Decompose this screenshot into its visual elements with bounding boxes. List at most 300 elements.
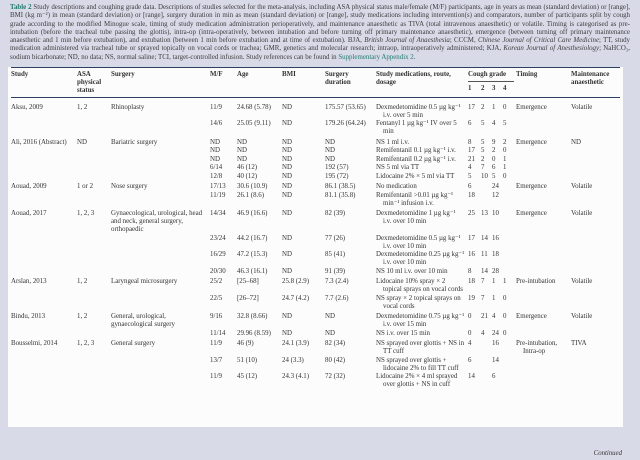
cell-asa [77, 251, 111, 252]
cell-age: 51 (10) [237, 356, 258, 364]
cell-surgery: Gynaecological, urological, head and neck, general surgery, orthopaedic [111, 210, 203, 234]
table-caption [0, 0, 640, 65]
cell-surgery [111, 295, 210, 296]
cell-cough-grade-1: 6 [468, 183, 472, 191]
cell-bmi: ND [282, 172, 292, 180]
cell-asa [77, 164, 111, 165]
cell-cough-grade-2: 2 [481, 155, 485, 163]
header-duration: Surgery duration [325, 71, 351, 87]
cell-surgery: General surgery [111, 340, 156, 348]
cell-age: 32.8 (8.66) [237, 313, 268, 321]
cell-timing [516, 330, 571, 331]
cell-cough-grade-3: 6 [492, 164, 496, 172]
table-row [11, 251, 620, 267]
cell-mf: 11/9 [210, 340, 222, 348]
cell-cough-grade-3: 1 [492, 278, 496, 286]
cell-medication: Lidocaine 2% × 4 ml sprayed over glottis + NS in cuff [376, 373, 458, 389]
cell-age: 29.96 (8.59) [237, 329, 271, 337]
cell-bmi: ND [282, 267, 292, 275]
cell-maintenance [571, 330, 618, 331]
table-row [11, 139, 620, 147]
study-table [8, 67, 623, 427]
cell-mf: 20/30 [210, 267, 226, 275]
cell-timing: Emergence [516, 313, 547, 321]
cell-timing: Emergence [516, 103, 547, 111]
cell-age: 45 (12) [237, 373, 258, 381]
continued-note: Continued [593, 450, 622, 457]
cell-duration: 82 (39) [325, 210, 346, 218]
cell-cough-grade-4 [503, 268, 516, 269]
cell-cough-grade-3: 6 [492, 373, 496, 381]
cell-duration: 7.7 (2.6) [325, 294, 349, 302]
cell-timing [516, 164, 571, 165]
cell-maintenance: Volatile [571, 210, 593, 218]
cell-duration: 85 (41) [325, 251, 346, 259]
cell-surgery [111, 147, 210, 148]
table-row [11, 210, 620, 234]
cell-surgery: General, urological, gynaecological surgery [111, 313, 175, 329]
cell-cough-grade-3: 4 [492, 120, 496, 128]
cell-bmi: ND [282, 155, 292, 163]
cell-cough-grade-1: 18 [468, 191, 475, 199]
header-bmi: BMI [282, 71, 296, 79]
cell-asa: 1, 2 [77, 103, 88, 111]
cell-bmi: 24.3 (4.1) [282, 373, 309, 381]
cell-study [11, 357, 77, 358]
table-row [11, 330, 620, 338]
caption-text: Korean Journal of Anesthesiology [503, 45, 600, 53]
cell-maintenance [571, 173, 618, 174]
cell-maintenance: Volatile [571, 278, 593, 286]
table-row [11, 147, 620, 155]
cell-asa: 1 or 2 [77, 183, 94, 191]
cell-maintenance: TIVA [571, 340, 587, 348]
cell-cough-grade-4: 1 [503, 278, 507, 286]
cell-cough-grade-4 [503, 183, 516, 184]
cell-timing [516, 120, 571, 121]
header-study: Study [11, 71, 29, 79]
cell-maintenance [571, 156, 618, 157]
cell-medication: NS 1 ml i.v. [376, 138, 410, 146]
cell-asa: ND [77, 138, 87, 146]
cell-medication: NS i.v. over 15 min [376, 329, 430, 337]
cell-cough-grade-2: 13 [481, 210, 488, 218]
table-number-label: Table 2 [10, 4, 32, 11]
table-header [11, 68, 620, 98]
cell-cough-grade-2 [481, 183, 492, 184]
cell-cough-grade-3: 2 [492, 147, 496, 155]
cell-cough-grade-3: 1 [492, 103, 496, 111]
cell-timing [516, 173, 571, 174]
cell-cough-grade-3: 10 [492, 210, 499, 218]
cell-cough-grade-1: 14 [468, 373, 475, 381]
cell-bmi: 25.8 (2.9) [282, 278, 309, 286]
cell-surgery [111, 192, 210, 193]
cell-duration: 72 (32) [325, 373, 346, 381]
cell-cough-grade-3: 16 [492, 340, 499, 348]
cell-surgery [111, 251, 210, 252]
cell-bmi: ND [282, 251, 292, 259]
cell-cough-grade-1: 5 [468, 172, 472, 180]
cell-study: Aouad, 2017 [11, 210, 47, 218]
cell-medication: NS 5 ml via TT [376, 164, 420, 172]
cell-cough-grade-2 [481, 357, 492, 358]
cell-cough-grade-2 [481, 373, 492, 374]
cell-asa [77, 330, 111, 331]
table-row [11, 357, 620, 373]
cell-timing [516, 251, 571, 252]
cell-cough-grade-1: 0 [468, 329, 472, 337]
cell-cough-grade-4: 0 [503, 103, 507, 111]
caption-text: . [413, 53, 416, 61]
cell-cough-grade-4: 0 [503, 172, 507, 180]
cell-study [11, 373, 77, 374]
cell-bmi: ND [282, 103, 292, 111]
cell-bmi: ND [282, 191, 292, 199]
caption-text: British Journal of Anaesthesia [364, 37, 450, 45]
cell-asa [77, 147, 111, 148]
cell-study: Aksu, 2009 [11, 103, 43, 111]
cell-timing: Emergence [516, 183, 547, 191]
cell-age: [26–72] [237, 294, 259, 302]
cell-study [11, 120, 77, 121]
cell-medication: Dexmedetomidine 0.5 µg kg⁻¹ i.v. over 10 min [376, 234, 461, 250]
cell-medication: Remifentanil 0.1 µg kg⁻¹ i.v. [376, 147, 456, 155]
cell-cough-grade-1: 17 [468, 234, 475, 242]
cell-cough-grade-2: 14 [481, 267, 488, 275]
cell-timing: Emergence [516, 138, 547, 146]
cell-maintenance [571, 147, 618, 148]
cell-cough-grade-1: 17 [468, 103, 475, 111]
cell-age: 40 (12) [237, 172, 258, 180]
cell-duration: 77 (26) [325, 234, 346, 242]
header-mf: M/F [210, 71, 223, 79]
cell-timing [516, 147, 571, 148]
header-timing: Timing [516, 71, 538, 79]
cell-age: ND [237, 138, 247, 146]
cell-duration: 80 (42) [325, 356, 346, 364]
cell-medication: No medication [376, 183, 417, 191]
cell-timing [516, 373, 571, 374]
cell-cough-grade-4 [503, 251, 516, 252]
header-surgery: Surgery [111, 71, 135, 79]
cell-study [11, 268, 77, 269]
cell-cough-grade-1: 4 [468, 164, 472, 172]
cell-age: ND [237, 147, 247, 155]
cell-mf: 14/6 [210, 120, 223, 128]
cell-timing: Pre-intubation [516, 278, 556, 286]
cell-mf: 23/24 [210, 234, 226, 242]
cell-age: 26.1 (8.6) [237, 191, 264, 199]
table-row [11, 295, 620, 311]
cell-cough-grade-2: 21 [481, 313, 488, 321]
cell-cough-grade-1: 21 [468, 155, 475, 163]
cell-maintenance: ND [571, 138, 581, 146]
cell-cough-grade-2: 14 [481, 234, 488, 242]
cell-cough-grade-1: 17 [468, 147, 475, 155]
cell-surgery [111, 173, 210, 174]
cell-study [11, 164, 77, 165]
cell-mf: 11/14 [210, 329, 226, 337]
cell-age: 46 (9) [237, 340, 254, 348]
cell-study: Bindu, 2013 [11, 313, 46, 321]
cell-age: 25.05 (9.11) [237, 120, 271, 128]
cell-cough-grade-4 [503, 373, 516, 374]
cell-asa [77, 120, 111, 121]
cell-study [11, 147, 77, 148]
cell-age: 24.68 (5.78) [237, 103, 271, 111]
header-grade-1: 1 [468, 84, 472, 92]
cell-timing [516, 192, 571, 193]
cell-cough-grade-1: 8 [468, 267, 472, 275]
cell-surgery [111, 164, 210, 165]
cell-asa: 1, 2 [77, 313, 88, 321]
cell-age: 46 (12) [237, 164, 258, 172]
cell-bmi: ND [282, 138, 292, 146]
cell-medication: Remifentanil 0.2 µg kg⁻¹ i.v. [376, 155, 456, 163]
cell-cough-grade-4: 2 [503, 138, 507, 146]
cell-cough-grade-2: 5 [481, 138, 485, 146]
cell-duration: ND [325, 329, 335, 337]
header-medication: Study medications, route, dosage [376, 71, 451, 87]
cell-maintenance: Volatile [571, 313, 593, 321]
cell-study: Ali, 2016 (Abstract) [11, 138, 67, 146]
cell-bmi: ND [282, 147, 292, 155]
cell-cough-grade-3: 24 [492, 183, 499, 191]
cell-cough-grade-1: 8 [468, 138, 472, 146]
cell-cough-grade-4: 0 [503, 313, 507, 321]
cell-medication: NS sprayed over glottis + NS in TT cuff [376, 340, 465, 356]
cell-age: 44.2 (16.7) [237, 234, 268, 242]
cough-grade-label: Cough grade [468, 71, 514, 82]
caption-text: ; NaHCO₃, sodium bicarbonate; ND, no data; NS, normal saline; TCI, target-controlled infusion. Study references can be found in [10, 45, 630, 61]
cell-asa: 1, 2, 3 [77, 210, 95, 218]
cell-timing [516, 235, 571, 236]
supplementary-appendix-link[interactable]: Supplementary Appendix 2 [338, 53, 414, 61]
cell-study [11, 156, 77, 157]
cell-bmi: ND [282, 164, 292, 172]
cell-duration: 86.1 (38.5) [325, 183, 356, 191]
cell-study: Arslan, 2013 [11, 278, 47, 286]
cell-cough-grade-4 [503, 235, 516, 236]
header-age: Age [237, 71, 249, 79]
cell-bmi: ND [282, 329, 292, 337]
cell-duration: 175.57 (53.65) [325, 103, 366, 111]
cell-cough-grade-3: 12 [492, 191, 499, 199]
cell-cough-grade-2: 7 [481, 294, 485, 302]
cell-maintenance [571, 251, 618, 252]
table-row [11, 373, 620, 389]
table-row [11, 104, 620, 120]
cell-cough-grade-2: 7 [481, 278, 485, 286]
cell-mf: 16/29 [210, 251, 226, 259]
cell-cough-grade-4: 0 [503, 294, 507, 302]
cell-cough-grade-2: 7 [481, 164, 485, 172]
cell-mf: 14/34 [210, 210, 226, 218]
cell-cough-grade-3: 28 [492, 267, 499, 275]
cell-surgery: Laryngeal microsurgery [111, 278, 178, 286]
cell-bmi: ND [282, 234, 292, 242]
header-grade-2: 2 [481, 84, 485, 92]
cell-maintenance: Volatile [571, 103, 593, 111]
cell-maintenance [571, 268, 618, 269]
table-row [11, 268, 620, 276]
cell-mf: 6/14 [210, 164, 223, 172]
cell-bmi: 24 (3.3) [282, 356, 304, 364]
cell-medication: NS spray × 2 topical sprays on vocal cords [376, 294, 461, 310]
cell-timing: Pre-intubation, Intra-op [516, 340, 558, 356]
caption-text: ; TT, study medication administered via tracheal tube or sprayed topically on vocal cords or trachea; GMR, genetics and molecular research; intraop, intraoperatively administered; KJA, [10, 37, 630, 53]
cell-surgery [111, 268, 210, 269]
cell-bmi: ND [282, 183, 292, 191]
cell-cough-grade-2 [481, 192, 492, 193]
cell-medication: Lidocaine 2% × 5 ml via TT [376, 172, 455, 180]
cell-cough-grade-4: 1 [503, 155, 507, 163]
table-row [11, 313, 620, 329]
table-row [11, 156, 620, 164]
cell-cough-grade-2: 2 [481, 103, 485, 111]
cell-duration: ND [325, 313, 335, 321]
table-row [11, 235, 620, 251]
cell-asa [77, 156, 111, 157]
cell-duration: 82 (34) [325, 340, 346, 348]
cell-mf: 11/9 [210, 103, 222, 111]
cell-study [11, 192, 77, 193]
cell-cough-grade-1: 4 [468, 340, 472, 348]
cell-cough-grade-3: 14 [492, 356, 499, 364]
cell-cough-grade-1: 6 [468, 120, 472, 128]
cell-age: [25–68] [237, 278, 259, 286]
cell-maintenance [571, 192, 618, 193]
cell-mf: 11/19 [210, 191, 226, 199]
table-row [11, 278, 620, 294]
cell-asa [77, 173, 111, 174]
cell-surgery [111, 357, 210, 358]
table-row [11, 164, 620, 172]
cell-age: 30.6 (10.9) [237, 183, 268, 191]
cell-cough-grade-1: 19 [468, 294, 475, 302]
cell-maintenance: Volatile [571, 183, 593, 191]
cell-maintenance [571, 357, 618, 358]
cell-mf: 9/16 [210, 313, 223, 321]
cell-cough-grade-4 [503, 210, 516, 211]
cell-asa: 1, 2, 3 [77, 340, 95, 348]
cell-cough-grade-3: 18 [492, 251, 499, 259]
cell-study [11, 330, 77, 331]
header-cough-grade [468, 71, 516, 93]
cell-mf: 17/13 [210, 183, 226, 191]
cell-asa [77, 357, 111, 358]
cell-cough-grade-4 [503, 192, 516, 193]
cell-study [11, 251, 77, 252]
cell-cough-grade-2: 5 [481, 120, 485, 128]
cell-asa [77, 268, 111, 269]
table-row [11, 192, 620, 208]
cell-asa [77, 295, 111, 296]
cell-medication: NS sprayed over glottis + lidocaine 2% to fill TT cuff [376, 356, 459, 372]
cell-cough-grade-4 [503, 357, 516, 358]
cell-study [11, 173, 77, 174]
cell-cough-grade-1: 6 [468, 356, 472, 364]
cell-cough-grade-4: 0 [503, 329, 507, 337]
cell-maintenance [571, 373, 618, 374]
cell-medication: Fentanyl 1 µg kg⁻¹ IV over 5 min [376, 120, 457, 136]
cell-surgery [111, 330, 210, 331]
cell-age: ND [237, 155, 247, 163]
cell-cough-grade-2: 5 [481, 147, 485, 155]
table-row [11, 340, 620, 356]
cough-grade-subcolumns [468, 85, 514, 93]
cell-timing [516, 357, 571, 358]
cell-mf: ND [210, 147, 220, 155]
cell-timing: Emergence [516, 210, 547, 218]
cell-age: 47.2 (15.3) [237, 251, 268, 259]
cell-bmi: ND [282, 313, 292, 321]
cell-cough-grade-4 [503, 340, 516, 341]
cell-study: Aouad, 2009 [11, 183, 47, 191]
cell-surgery: Rhinoplasty [111, 103, 145, 111]
cell-mf: 25/2 [210, 278, 223, 286]
cell-age: 46.9 (16.6) [237, 210, 268, 218]
cell-asa [77, 235, 111, 236]
caption-text: Study descriptions and coughing grade data. Descriptions of studies selected for the meta-analysis, including ASA physical status male/female (M/F) participants, age in years as mean (standard deviation) or [range], BMI (kg m⁻²) in mean (standard deviation) or [range], surgery duration in min as mean (standard deviation) or [range], study medications including intervention(s) and comparators, number of participants split by cough grade according to the modified Minogue scale, timing of study medication administration perioperatively, and maintenance anaesthetic as TIVA (total intravenous anaesthetic) or volatile. Timing is categorised as pre-intubation (before the tracheal tube passing the glottis), intra-op (intra-operatively, between intubation and before turning off primary maintenance anaesthetic), emergence (between turning off primary maintenance anaesthetic and 1 min before extubation), and extubation (between 1 min before extubation and at time of extubation). BJA, [10, 4, 630, 45]
cell-duration: ND [325, 138, 335, 146]
cell-bmi: 24.7 (4.2) [282, 294, 309, 302]
cell-cough-grade-2 [481, 340, 492, 341]
cell-surgery [111, 120, 210, 121]
cell-maintenance [571, 120, 618, 121]
cell-mf: 11/9 [210, 373, 222, 381]
cell-medication: Lidocaine 10% spray × 2 topical sprays on vocal cords [376, 278, 463, 294]
cell-medication: Dexmedetomidine 0.5 µg kg⁻¹ i.v. over 5 min [376, 103, 461, 119]
caption-text: ; CCCM, [449, 37, 478, 45]
cell-cough-grade-3: 0 [492, 155, 496, 163]
cell-timing [516, 268, 571, 269]
cell-cough-grade-4: 5 [503, 120, 507, 128]
caption-text: Chinese Journal of Critical Care Medicine [477, 37, 600, 45]
cell-cough-grade-3: 1 [492, 294, 496, 302]
cell-surgery: Nose surgery [111, 183, 148, 191]
cell-cough-grade-3: 9 [492, 138, 496, 146]
cell-mf: 13/7 [210, 356, 223, 364]
cell-timing [516, 295, 571, 296]
cell-cough-grade-4: 1 [503, 164, 507, 172]
cell-bmi: ND [282, 120, 292, 128]
cell-duration: ND [325, 155, 335, 163]
table-body [11, 98, 620, 389]
cell-duration: 195 (72) [325, 172, 349, 180]
header-asa: ASA physical status [77, 71, 102, 95]
cell-duration: 192 (57) [325, 164, 349, 172]
cell-cough-grade-1: 0 [468, 313, 472, 321]
cell-cough-grade-1: 16 [468, 251, 475, 259]
cell-surgery [111, 156, 210, 157]
cell-cough-grade-2: 10 [481, 172, 488, 180]
cell-asa [77, 192, 111, 193]
cell-surgery: Bariatric surgery [111, 138, 158, 146]
cell-mf: 12/8 [210, 172, 223, 180]
cell-study: Bousselmi, 2014 [11, 340, 58, 348]
table-row [11, 120, 620, 136]
cell-bmi: ND [282, 210, 292, 218]
cell-medication: Dexmedetomidine 1 µg kg⁻¹ i.v. over 10 min [376, 210, 456, 226]
cell-maintenance [571, 295, 618, 296]
cell-cough-grade-2: 11 [481, 251, 488, 259]
table-row [11, 173, 620, 181]
cell-medication: Remifentanil >0.01 µg kg⁻¹ min⁻¹ infusion i.v. [376, 191, 454, 207]
cell-cough-grade-4: 0 [503, 147, 507, 155]
cell-cough-grade-3: 16 [492, 234, 499, 242]
